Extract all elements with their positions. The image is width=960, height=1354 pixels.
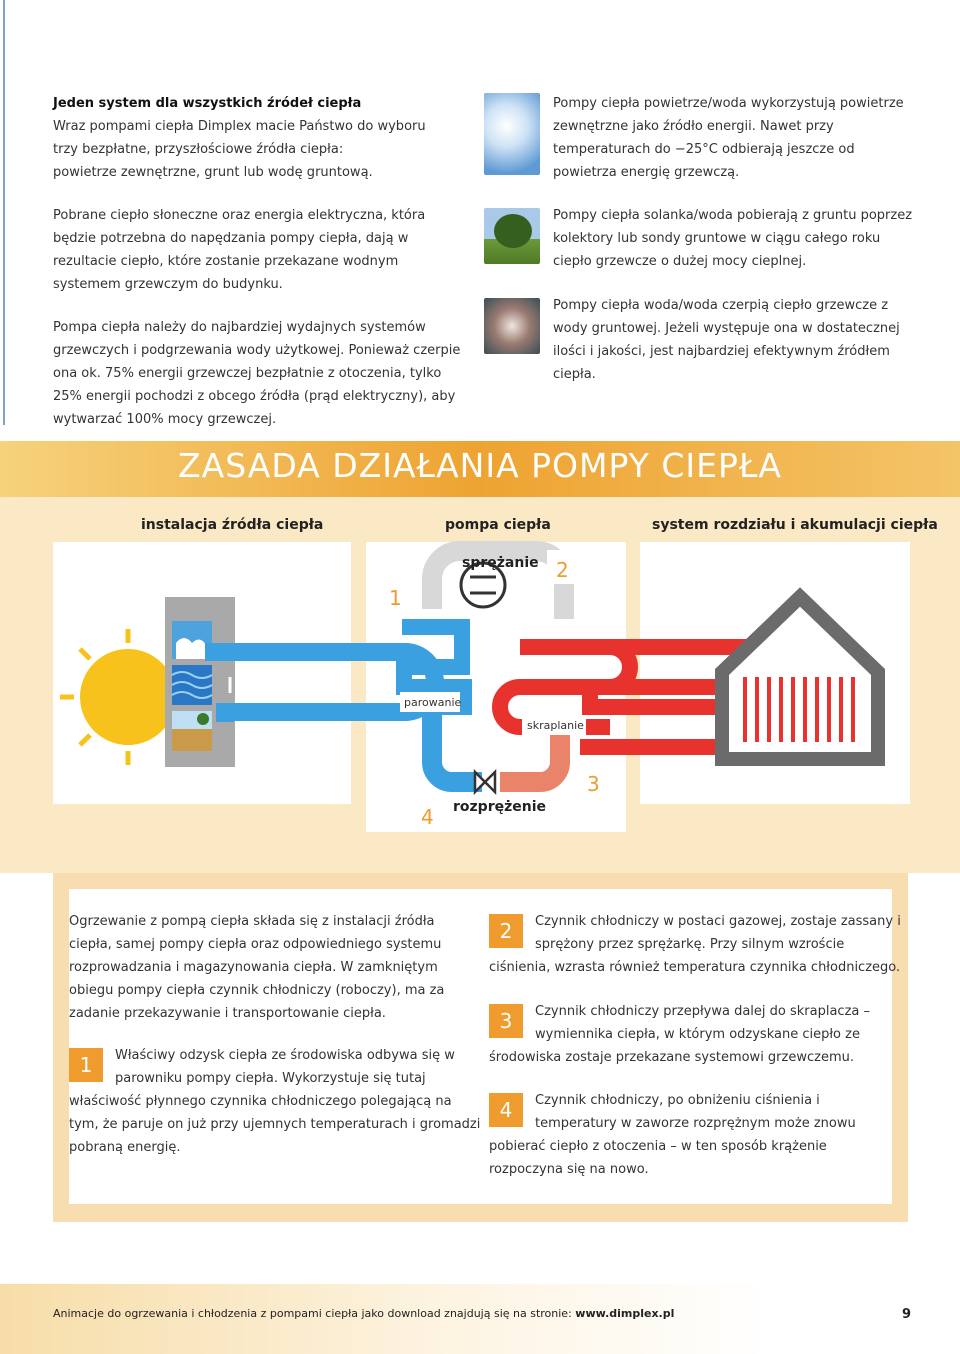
step-3-rest: środowiska zostaje przekazane systemowi grzewczemu. (489, 1050, 854, 1065)
step-1-rest: płynnego czynnika chłodniczego polegającą na tym, że paruje on już przy ujemnych temperaturach i gromadzi pobraną energię. (69, 1094, 481, 1155)
page-number: 9 (902, 1307, 912, 1322)
sky-clouds-image (484, 93, 540, 175)
footer-note: Animacje do ogrzewania i chłodzenia z pompami ciepła jako download znajdują się na stronie: (53, 1307, 576, 1320)
intro-line-3: powietrze zewnętrzne, grunt lub wodę gruntową. (53, 165, 373, 180)
step-1-lead: Właściwy odzysk ciepła ze środowiska odbywa się w parowniku pompy ciepła. Wykorzystuje się tutaj właściwość (69, 1048, 455, 1109)
step-2-number: 2 (489, 914, 523, 948)
footer-url-link[interactable]: www.dimplex.pl (575, 1307, 675, 1320)
paragraph-efficiency: Pompa ciepła należy do najbardziej wydajnych systemów grzewczych i podgrzewania wody użytkowej. Ponieważ czerpie ona ok. 75% energii grzewczej bezpłatnie z otoczenia, tylko 25% energii pochodzi z obcego źródła (prąd elektryczny), aby wytwarzać 100% mocy grzewczej. (53, 320, 461, 427)
label-distribution-system: system rozdziału i akumulacji ciepła (652, 517, 938, 533)
step-4-rest: otoczenia – w ten sposób krążenie rozpoczyna się na nowo. (489, 1139, 827, 1177)
step-3-lead: Czynnik chłodniczy przepływa dalej do skraplacza – wymiennika ciepła, w którym odzyskane ciepło ze (535, 1004, 870, 1042)
step-2-lead: Czynnik chłodniczy w postaci gazowej, zostaje zassany i sprężony przez sprężarkę. Przy silnym wzroście ciśnienia, (489, 914, 901, 975)
source-ground-text: Pompy ciepła solanka/woda pobierają z gruntu poprzez kolektory lub sondy gruntowe w ciągu całego roku ciepło grzewcze o dużej mocy cieplnej. (553, 208, 913, 269)
svg-text:2: 2 (556, 558, 569, 582)
svg-text:1: 1 (389, 586, 402, 610)
label-heat-pump: pompa ciepła (445, 517, 551, 533)
step-1 (69, 1044, 484, 1159)
source-air-text: Pompy ciepła powietrze/woda wykorzystują powietrze zewnętrzne jako źródło energii. Nawet przy temperaturach do −25°C odbierają jeszcze od powietrza energię grzewczą. (553, 96, 904, 180)
panel-intro-text: Ogrzewanie z pompą ciepła składa się z instalacji źródła ciepła, samej pompy ciepła oraz odpowiedniego systemu rozprowadzania i magazynowania ciepła. W zamkniętym obiegu pompy ciepła czynnik chłodniczy (roboczy), ma za zadanie przekazywanie i transportowanie ciepła. (69, 914, 445, 1021)
footer-text (53, 1307, 674, 1320)
intro-line-2: trzy bezpłatne, przyszłościowe źródła ciepła: (53, 142, 344, 157)
intro-line-1: Wraz pompami ciepła Dimplex macie Państwo do wyboru (53, 119, 426, 134)
expansion-label: rozprężenie (453, 799, 546, 815)
water-drop-image (484, 298, 540, 354)
step-number-4 (412, 797, 446, 831)
left-edge-line (3, 0, 5, 425)
step-number-2 (547, 550, 581, 584)
intro-block (53, 92, 453, 184)
source-water-text: Pompy ciepła woda/woda czerpią ciepło grzewcze z wody gruntowej. Jeżeli występuje ona w dostatecznej ilości i jakości, jest najbardziej efektywnym źródłem ciepła. (553, 298, 900, 382)
heat-pump-diagram (0, 497, 960, 873)
compression-label: sprężanie (462, 555, 539, 571)
intro-heading: Jeden system dla wszystkich źródeł ciepła (53, 96, 362, 111)
step-number-3 (578, 764, 612, 798)
svg-text:3: 3 (587, 772, 600, 796)
step-2 (489, 910, 904, 979)
step-4-number: 4 (489, 1093, 523, 1127)
svg-text:4: 4 (421, 805, 434, 829)
evaporation-label: parowanie (404, 696, 462, 709)
step-4-lead: Czynnik chłodniczy, po obniżeniu ciśnienia i temperatury w zaworze rozprężnym może znowu pobierać ciepło z (489, 1093, 856, 1154)
paragraph-solar-energy: Pobrane ciepło słoneczne oraz energia elektryczna, która będzie potrzebna do napędzania pompy ciepła, dają w rezultacie ciepło, które zostanie przekazane wodnym systemem grzewczym do budynku. (53, 208, 426, 292)
condensation-label: skraplanie (527, 719, 584, 732)
diagram-title: ZASADA DZIAŁANIA POMPY CIEPŁA (178, 446, 782, 485)
step-1-number: 1 (69, 1048, 103, 1082)
step-2-rest: wzrasta również temperatura czynnika chłodniczego. (554, 960, 901, 975)
step-3 (489, 1000, 904, 1069)
step-number-1 (380, 578, 414, 612)
step-4 (489, 1089, 904, 1181)
step-3-number: 3 (489, 1004, 523, 1038)
tree-field-image (484, 208, 540, 264)
label-heat-source: instalacja źródła ciepła (141, 517, 324, 533)
